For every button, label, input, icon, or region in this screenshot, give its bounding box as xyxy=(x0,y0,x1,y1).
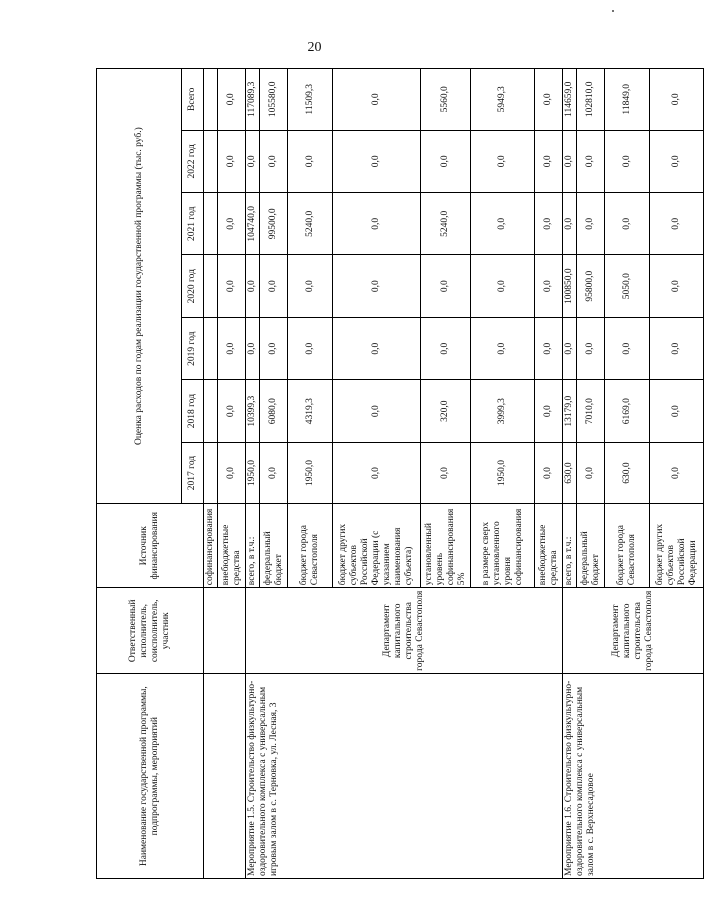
header-program: Наименование государственной программы, подпрограммы, мероприятий xyxy=(97,674,204,879)
value-cell: 13179,0 xyxy=(563,380,577,442)
scan-speck xyxy=(612,10,614,12)
value-cell: 5560,0 xyxy=(421,69,471,131)
value-cell: 0,0 xyxy=(563,317,577,379)
value-cell xyxy=(204,193,218,255)
measure-1-6-name: Мероприятие 1.6. Строительство физкультурно-оздоровительного комплекса с универсальным залом в с. Верхнесадовое xyxy=(563,674,704,879)
value-cell: 0,0 xyxy=(288,130,333,192)
rotated-table-container xyxy=(96,68,698,879)
value-cell: 117089,3 xyxy=(246,69,260,131)
program-cell-empty xyxy=(204,674,246,879)
value-cell: 0,0 xyxy=(650,69,704,131)
value-cell: 0,0 xyxy=(333,69,421,131)
value-cell: 0,0 xyxy=(333,380,421,442)
value-cell: 5949,3 xyxy=(471,69,535,131)
value-cell: 0,0 xyxy=(535,442,563,503)
value-cell: 0,0 xyxy=(605,130,650,192)
value-cell xyxy=(204,69,218,131)
value-cell: 0,0 xyxy=(218,317,246,379)
value-cell: 0,0 xyxy=(535,69,563,131)
year-header-2: 2019 год xyxy=(182,317,204,379)
value-cell: 0,0 xyxy=(333,193,421,255)
source-cell: всего, в т.ч.: xyxy=(563,504,577,588)
value-cell: 1950,0 xyxy=(288,442,333,503)
value-cell: 100850,0 xyxy=(563,255,577,317)
value-cell: 0,0 xyxy=(650,130,704,192)
value-cell: 5240,0 xyxy=(421,193,471,255)
value-cell: 0,0 xyxy=(577,193,605,255)
source-cell: бюджет города Севастополя xyxy=(605,504,650,588)
value-cell: 0,0 xyxy=(563,130,577,192)
source-cell: всего, в т.ч.: xyxy=(246,504,260,588)
value-cell: 320,0 xyxy=(421,380,471,442)
value-cell: 0,0 xyxy=(260,442,288,503)
value-cell: 0,0 xyxy=(535,317,563,379)
value-cell: 0,0 xyxy=(333,255,421,317)
header-estimate: Оценка расходов по годам реализации государственной программы (тыс. руб.) xyxy=(97,69,182,504)
value-cell: 0,0 xyxy=(333,130,421,192)
value-cell: 105580,0 xyxy=(260,69,288,131)
source-cell: софинансирования xyxy=(204,504,218,588)
year-header-1: 2018 год xyxy=(182,380,204,442)
table-row xyxy=(563,69,577,879)
measure-1-5-executor: Департамент капитального строительства города Севастополя xyxy=(246,588,563,674)
value-cell xyxy=(204,317,218,379)
value-cell: 0,0 xyxy=(333,442,421,503)
year-header-0: 2017 год xyxy=(182,442,204,503)
value-cell: 0,0 xyxy=(535,130,563,192)
value-cell: 0,0 xyxy=(471,255,535,317)
value-cell xyxy=(204,255,218,317)
value-cell: 0,0 xyxy=(421,255,471,317)
value-cell: 0,0 xyxy=(471,317,535,379)
value-cell: 1950,0 xyxy=(471,442,535,503)
value-cell: 104740,0 xyxy=(246,193,260,255)
value-cell: 0,0 xyxy=(650,380,704,442)
value-cell: 7010,0 xyxy=(577,380,605,442)
source-cell: федеральный бюджет xyxy=(577,504,605,588)
value-cell xyxy=(204,380,218,442)
value-cell: 0,0 xyxy=(218,69,246,131)
source-cell: бюджет других субъектов Российской Федерации xyxy=(650,504,704,588)
value-cell: 1950,0 xyxy=(246,442,260,503)
value-cell: 0,0 xyxy=(605,193,650,255)
measure-1-5-name: Мероприятие 1.5. Строительство физкультурно-оздоровительного комплекса с универсальным игровым залом в с. Терновка, ул. Лесная, 3 xyxy=(246,674,563,879)
value-cell: 0,0 xyxy=(577,442,605,503)
value-cell: 0,0 xyxy=(471,193,535,255)
value-cell: 0,0 xyxy=(333,317,421,379)
value-cell: 0,0 xyxy=(246,317,260,379)
header-source: Источник финансирования xyxy=(97,504,204,588)
value-cell: 0,0 xyxy=(421,442,471,503)
source-cell: федеральный бюджет xyxy=(260,504,288,588)
value-cell: 0,0 xyxy=(218,255,246,317)
value-cell: 11849,0 xyxy=(605,69,650,131)
year-header-6: Всего xyxy=(182,69,204,131)
value-cell: 0,0 xyxy=(246,255,260,317)
source-cell: установленный уровень софинансирования 5% xyxy=(421,504,471,588)
value-cell xyxy=(204,130,218,192)
value-cell xyxy=(204,442,218,503)
value-cell: 0,0 xyxy=(605,317,650,379)
value-cell: 0,0 xyxy=(535,193,563,255)
table-row xyxy=(246,69,260,879)
value-cell: 0,0 xyxy=(563,193,577,255)
value-cell: 0,0 xyxy=(650,193,704,255)
value-cell: 11509,3 xyxy=(288,69,333,131)
value-cell: 5050,0 xyxy=(605,255,650,317)
source-cell: внебюджетные средства xyxy=(535,504,563,588)
header-executor: Ответственный исполнитель, соисполнитель, участник xyxy=(97,588,204,674)
page-number: 20 xyxy=(307,40,322,55)
value-cell: 630,0 xyxy=(605,442,650,503)
value-cell: 0,0 xyxy=(288,255,333,317)
value-cell: 0,0 xyxy=(577,317,605,379)
value-cell: 0,0 xyxy=(260,317,288,379)
financing-table xyxy=(96,68,704,879)
table-row xyxy=(204,69,218,879)
source-cell: в размере сверх установленного уровня софинансирования xyxy=(471,504,535,588)
value-cell: 0,0 xyxy=(218,380,246,442)
source-cell: бюджет города Севастополя xyxy=(288,504,333,588)
year-header-3: 2020 год xyxy=(182,255,204,317)
value-cell: 0,0 xyxy=(421,317,471,379)
value-cell: 0,0 xyxy=(421,130,471,192)
value-cell: 102810,0 xyxy=(577,69,605,131)
value-cell: 6169,0 xyxy=(605,380,650,442)
source-cell: бюджет других субъектов Российской Федерации (с указанием наименования субъекта) xyxy=(333,504,421,588)
value-cell: 0,0 xyxy=(535,380,563,442)
value-cell: 95800,0 xyxy=(577,255,605,317)
value-cell: 0,0 xyxy=(650,442,704,503)
value-cell: 99500,0 xyxy=(260,193,288,255)
source-cell: внебюджетные средства xyxy=(218,504,246,588)
value-cell: 0,0 xyxy=(218,193,246,255)
value-cell: 0,0 xyxy=(650,317,704,379)
measure-1-6-executor: Департамент капитального строительства города Севастополя xyxy=(563,588,704,674)
value-cell: 0,0 xyxy=(288,317,333,379)
value-cell: 3999,3 xyxy=(471,380,535,442)
year-header-5: 2022 год xyxy=(182,130,204,192)
value-cell: 0,0 xyxy=(535,255,563,317)
value-cell: 4319,3 xyxy=(288,380,333,442)
executor-cell-empty xyxy=(204,588,246,674)
value-cell: 0,0 xyxy=(471,130,535,192)
value-cell: 0,0 xyxy=(260,130,288,192)
value-cell: 630,0 xyxy=(563,442,577,503)
value-cell: 10399,3 xyxy=(246,380,260,442)
value-cell: 0,0 xyxy=(246,130,260,192)
year-header-4: 2021 год xyxy=(182,193,204,255)
value-cell: 114659,0 xyxy=(563,69,577,131)
value-cell: 5240,0 xyxy=(288,193,333,255)
value-cell: 0,0 xyxy=(218,442,246,503)
value-cell: 0,0 xyxy=(218,130,246,192)
value-cell: 0,0 xyxy=(260,255,288,317)
value-cell: 0,0 xyxy=(650,255,704,317)
value-cell: 6080,0 xyxy=(260,380,288,442)
value-cell: 0,0 xyxy=(577,130,605,192)
